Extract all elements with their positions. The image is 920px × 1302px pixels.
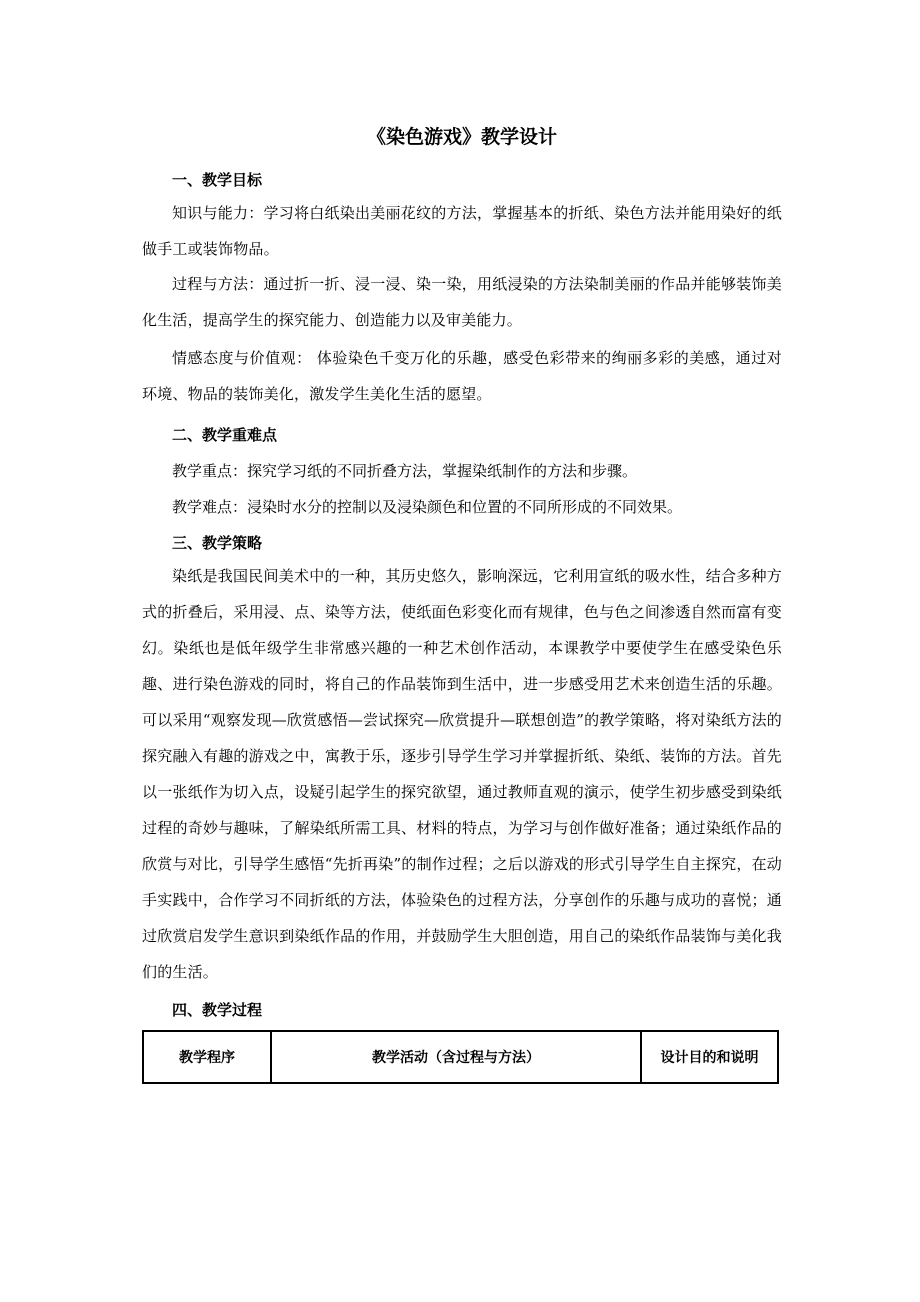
teaching-process-table [142, 1030, 779, 1084]
table-header-row [143, 1031, 778, 1083]
section-heading-objectives: 一、教学目标 [172, 171, 263, 189]
section-heading-process: 四、教学过程 [172, 1001, 263, 1019]
paragraph-difficult-point: 教学难点：浸染时水分的控制以及浸染颜色和位置的不同所形成的不同效果。 [172, 498, 683, 516]
table-header-cell: 设计目的和说明 [641, 1031, 778, 1083]
document-title: 《染色游戏》教学设计 [366, 126, 557, 148]
table-header-cell: 教学程序 [143, 1031, 271, 1083]
paragraph-knowledge-ability: 知识与能力：学习将白纸染出美丽花纹的方法，掌握基本的折纸、染色方法并能用染好的纸做手工或装饰物品。 [142, 204, 782, 258]
section-heading-key-points: 二、教学重难点 [172, 426, 278, 444]
paragraph-emotion-values: 情感态度与价值观： 体验染色千变万化的乐趣，感受色彩带来的绚丽多彩的美感，通过对环境、物品的装饰美化，激发学生美化生活的愿望。 [142, 349, 782, 403]
paragraph-key-point: 教学重点：探究学习纸的不同折叠方法，掌握染纸制作的方法和步骤。 [172, 462, 638, 480]
section-heading-strategy: 三、教学策略 [172, 534, 263, 552]
paragraph-strategy: 染纸是我国民间美术中的一种，其历史悠久，影响深远，它利用宣纸的吸水性，结合多种方式的折叠后，采用浸、点、染等方法，使纸面色彩变化而有规律，色与色之间渗透自然而富有变幻。染纸也是低年级学生非常感兴趣的一种艺术创作活动，本课教学中要使学生在感受染色乐趣、进行染色游戏的同时，将自己的作品装饰到生活中，进一步感受用艺术来创造生活的乐趣。可以采用“观察发现—欣赏感悟—尝试探究—欣赏提升—联想创造”的教学策略，将对染纸方法的探究融入有趣的游戏之中，寓教于乐，逐步引导学生学习并掌握折纸、染纸、装饰的方法。首先以一张纸作为切入点，设疑引起学生的探究欲望，通过教师直观的演示，使学生初步感受到染纸过程的奇妙与趣味，了解染纸所需工具、材料的特点，为学习与创作做好准备；通过染纸作品的欣赏与对比，引导学生感悟“先折再染”的制作过程；之后以游戏的形式引导学生自主探究，在动手实践中，合作学习不同折纸的方法，体验染色的过程方法，分享创作的乐趣与成功的喜悦；通过欣赏启发学生意识到染纸作品的作用，并鼓励学生大胆创造，用自己的染纸作品装饰与美化我们的生活。 [142, 567, 782, 981]
paragraph-process-method: 过程与方法：通过折一折、浸一浸、染一染，用纸浸染的方法染制美丽的作品并能够装饰美化生活，提高学生的探究能力、创造能力以及审美能力。 [142, 275, 782, 329]
table-header-cell: 教学活动（含过程与方法） [271, 1031, 641, 1083]
